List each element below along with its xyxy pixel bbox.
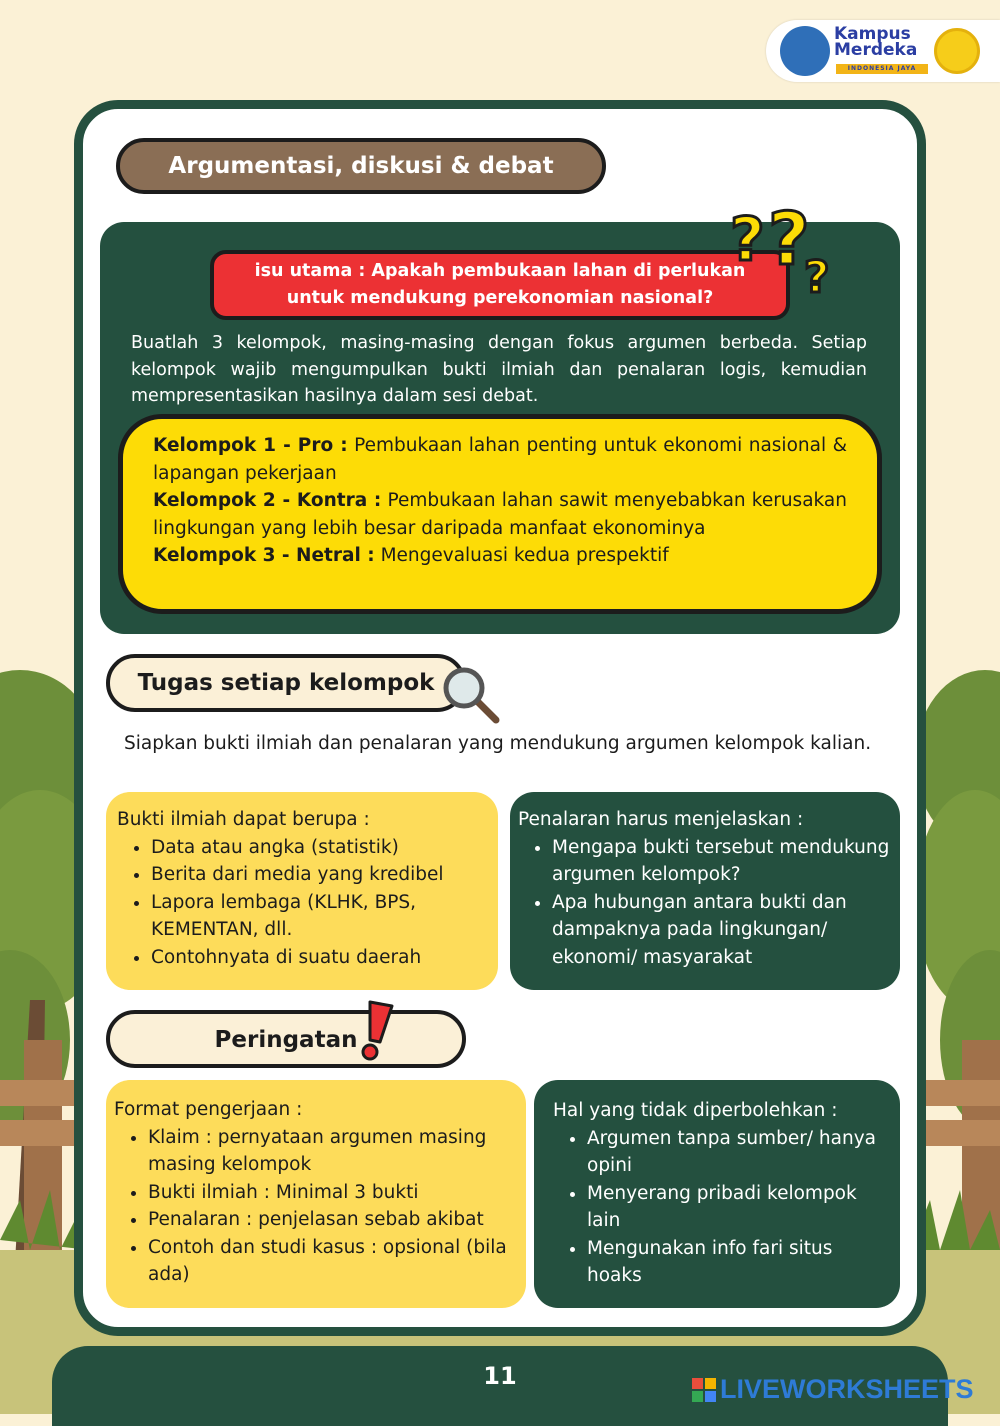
liveworksheets-logo-icon	[692, 1378, 716, 1402]
question-marks-icon	[724, 198, 844, 298]
larangan-box	[534, 1080, 900, 1308]
exclamation-icon	[356, 998, 398, 1062]
penalaran-heading: Penalaran harus menjelaskan :	[518, 809, 804, 830]
university-seal-icon	[934, 28, 980, 74]
group-label: Kelompok 2 - Kontra :	[153, 490, 382, 511]
svg-text:?: ?	[804, 252, 830, 298]
logo-wordmark	[834, 26, 917, 58]
list-item: • Penalaran : penjelasan sebab akibat	[148, 1206, 518, 1234]
peringatan-heading: Peringatan	[106, 1010, 466, 1068]
list-item: • Klaim : pernyataan argumen masing masing kelompok	[148, 1124, 518, 1179]
list-item: • Data atau angka (statistik)	[151, 834, 488, 862]
list-item: • Mengapa bukti tersebut mendukung argumen kelompok?	[552, 834, 894, 889]
penalaran-list	[518, 834, 894, 972]
main-issue-line2: untuk mendukung perekonomian nasional?	[286, 288, 714, 308]
format-pengerjaan-box	[106, 1080, 526, 1308]
tugas-heading: Tugas setiap kelompok	[106, 654, 466, 712]
group-text: Mengevaluasi kedua prespektif	[374, 545, 669, 566]
bukti-list	[117, 834, 488, 972]
list-item: • Berita dari media yang kredibel	[151, 861, 488, 889]
group-text: Pembukaan lahan penting untuk ekonomi nasional & lapangan pekerjaan	[153, 435, 847, 484]
list-item: • Contohnyata di suatu daerah	[151, 944, 488, 972]
svg-text:?: ?	[730, 205, 765, 275]
penalaran-box	[510, 792, 900, 990]
list-item: • Bukti ilmiah : Minimal 3 bukti	[148, 1179, 518, 1207]
logo-line2: Merdeka	[834, 40, 918, 60]
group-item	[153, 542, 847, 570]
main-issue-banner	[210, 250, 790, 320]
list-item: • Menyerang pribadi kelompok lain	[587, 1180, 892, 1235]
group-item	[153, 432, 847, 487]
group-text: Pembukaan lahan sawit menyebabkan kerusakan lingkungan yang lebih besar daripada manfaat ekonominya	[153, 490, 847, 539]
liveworksheets-watermark: LIVEWORKSHEETS	[720, 1374, 974, 1404]
magnifier-icon	[440, 664, 504, 728]
svg-text:?: ?	[768, 198, 810, 281]
bukti-heading: Bukti ilmiah dapat berupa :	[117, 809, 370, 830]
list-item: • Contoh dan studi kasus : opsional (bila ada)	[148, 1234, 518, 1289]
main-issue-line1: isu utama : Apakah pembukaan lahan di perlukan	[254, 261, 746, 281]
tugas-lead-text: Siapkan bukti ilmiah dan penalaran yang mendukung argumen kelompok kalian.	[124, 733, 872, 754]
group-label: Kelompok 1 - Pro :	[153, 435, 348, 456]
list-item: • Mengunakan info fari situs hoaks	[587, 1235, 892, 1290]
debate-intro-text: Buatlah 3 kelompok, masing-masing dengan fokus argumen berbeda. Setiap kelompok wajib mengumpulkan bukti ilmiah dan penalaran logis, kemudian mempresentasikan hasilnya dalam sesi debat.	[131, 333, 867, 406]
logo-line1: Kampus	[834, 24, 911, 44]
group-label: Kelompok 3 - Netral :	[153, 545, 375, 566]
list-item: • Apa hubungan antara bukti dan dampaknya pada lingkungan/ ekonomi/ masyarakat	[552, 889, 894, 972]
larangan-heading: Hal yang tidak diperbolehkan :	[553, 1100, 838, 1121]
page-number: 11	[483, 1362, 517, 1390]
format-list	[114, 1124, 518, 1289]
list-item: • Lapora lembaga (KLHK, BPS, KEMENTAN, dll.	[151, 889, 488, 944]
bukti-ilmiah-box	[106, 792, 498, 990]
logo-tagline: INDONESIA JAYA	[836, 64, 928, 74]
kemdikbud-emblem-icon	[780, 26, 830, 76]
page-title: Argumentasi, diskusi & debat	[116, 138, 606, 194]
larangan-list	[553, 1125, 892, 1290]
format-heading: Format pengerjaan :	[114, 1099, 303, 1120]
list-item: • Argumen tanpa sumber/ hanya opini	[587, 1125, 892, 1180]
kampus-merdeka-logo	[766, 20, 1000, 82]
group-item	[153, 487, 847, 542]
group-assignments	[118, 414, 882, 614]
